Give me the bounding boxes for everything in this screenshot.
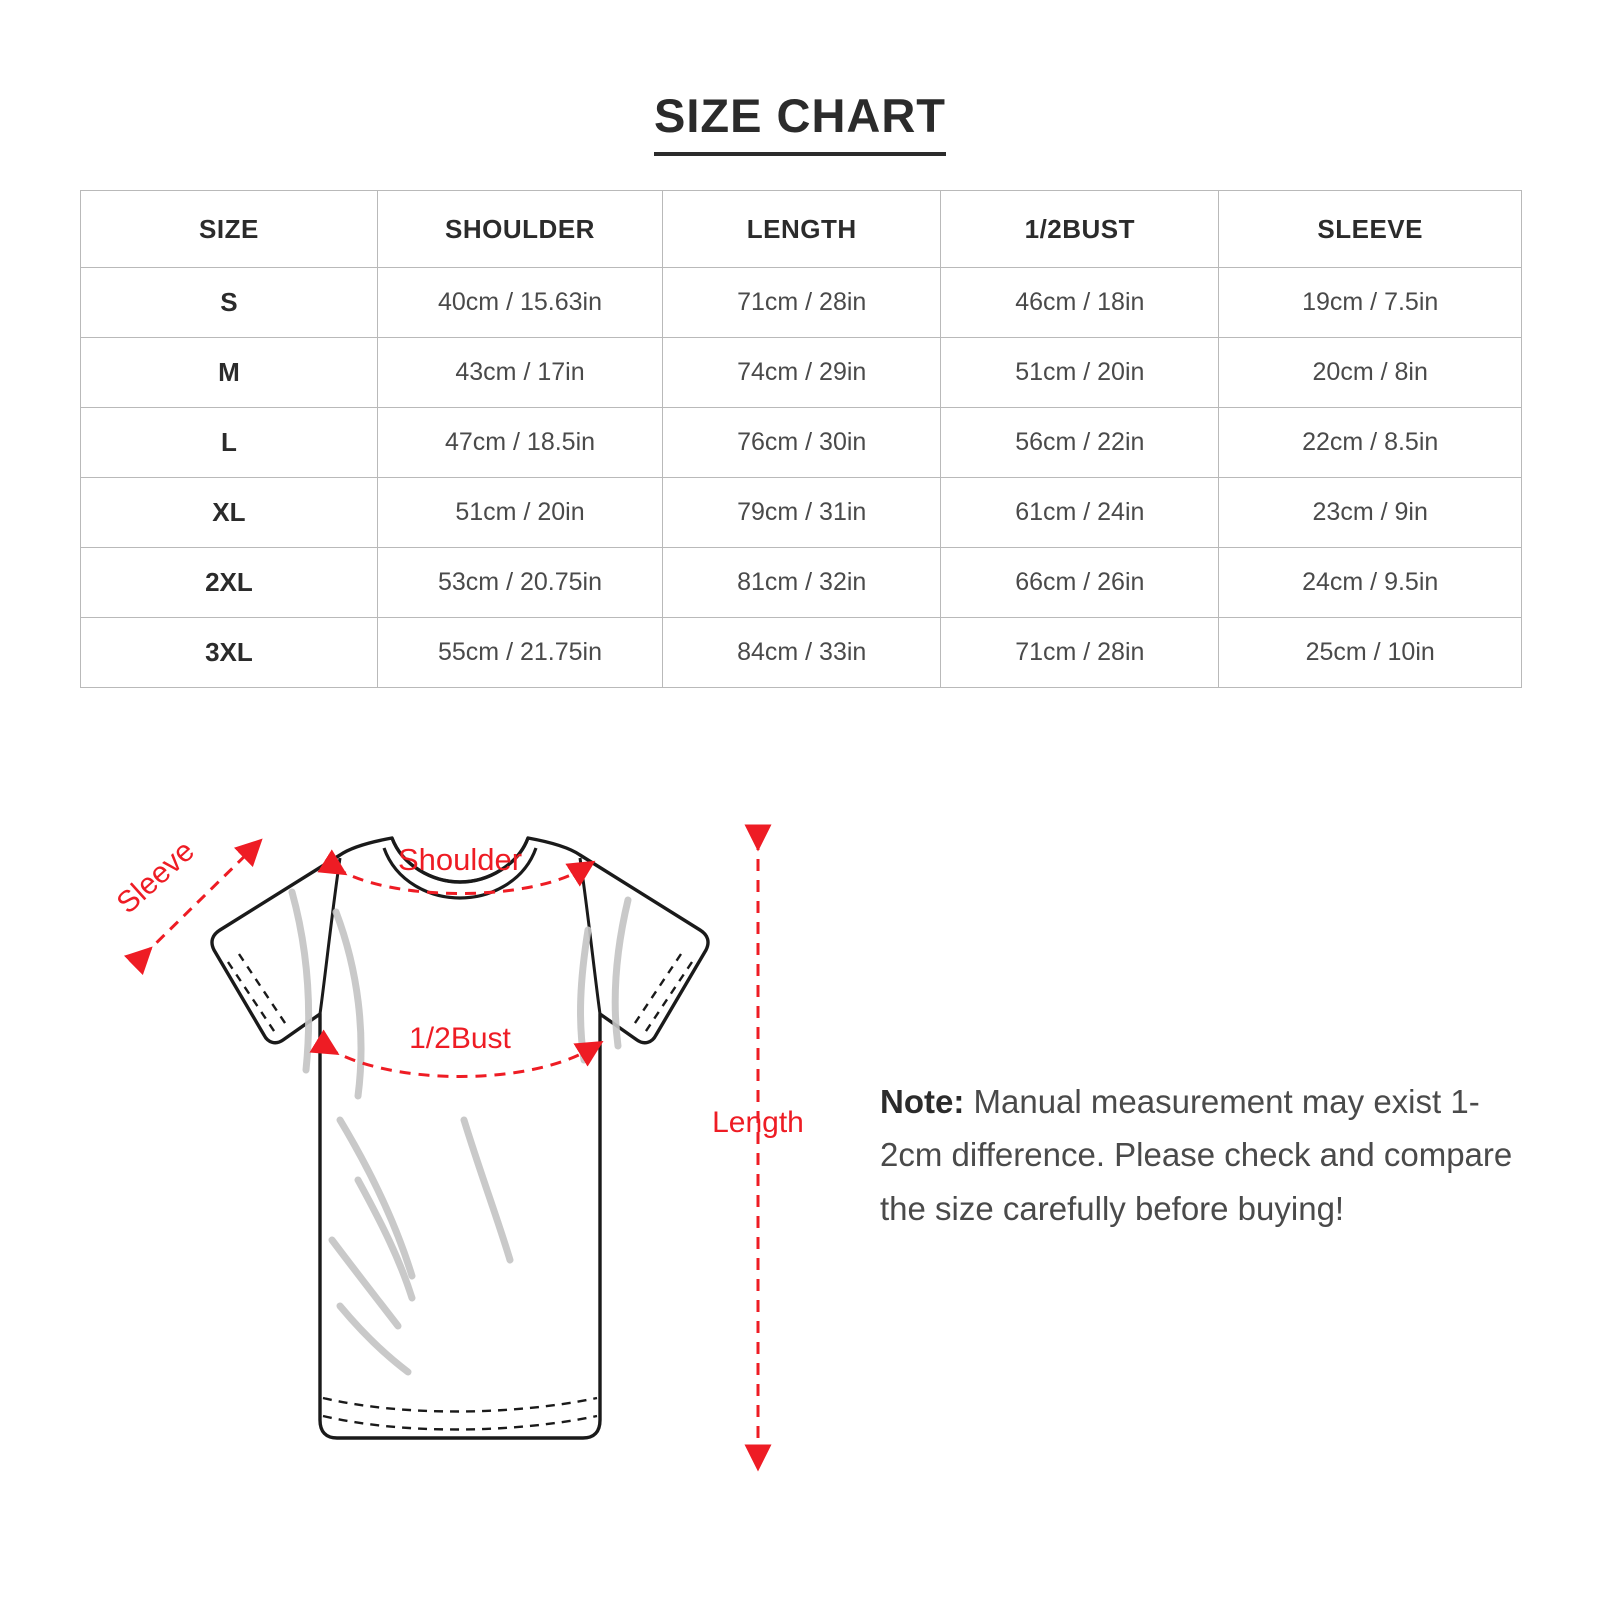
cell-sleeve: 23cm / 9in	[1219, 478, 1522, 548]
page-title: SIZE CHART	[654, 88, 946, 156]
size-chart-table-container	[80, 190, 1522, 688]
note-text: Manual measurement may exist 1-2cm difference. Please check and compare the size carefully before buying!	[880, 1083, 1513, 1227]
column-header-length: LENGTH	[663, 191, 941, 268]
cell-size: 2XL	[81, 548, 378, 618]
cell-length: 71cm / 28in	[663, 268, 941, 338]
cell-shoulder: 47cm / 18.5in	[377, 408, 662, 478]
cell-bust: 51cm / 20in	[941, 338, 1219, 408]
cell-size: XL	[81, 478, 378, 548]
table-row	[81, 338, 1522, 408]
cell-sleeve: 20cm / 8in	[1219, 338, 1522, 408]
table-header	[81, 191, 1522, 268]
cell-size: S	[81, 268, 378, 338]
table-row	[81, 268, 1522, 338]
column-header-shoulder: SHOULDER	[377, 191, 662, 268]
page-title-container	[0, 88, 1600, 156]
cell-bust: 56cm / 22in	[941, 408, 1219, 478]
cell-shoulder: 43cm / 17in	[377, 338, 662, 408]
cell-length: 76cm / 30in	[663, 408, 941, 478]
table-header-row	[81, 191, 1522, 268]
tshirt-measurement-diagram	[40, 820, 840, 1520]
column-header-bust: 1/2BUST	[941, 191, 1219, 268]
note-label: Note:	[880, 1083, 965, 1120]
cell-size: L	[81, 408, 378, 478]
cell-bust: 46cm / 18in	[941, 268, 1219, 338]
tshirt-outline-icon	[212, 838, 708, 1438]
table-row	[81, 618, 1522, 688]
cell-shoulder: 55cm / 21.75in	[377, 618, 662, 688]
cell-length: 84cm / 33in	[663, 618, 941, 688]
measurement-note	[880, 1075, 1520, 1235]
cell-bust: 66cm / 26in	[941, 548, 1219, 618]
cell-bust: 71cm / 28in	[941, 618, 1219, 688]
cell-shoulder: 40cm / 15.63in	[377, 268, 662, 338]
bust-label: 1/2Bust	[409, 1022, 511, 1055]
shoulder-label: Shoulder	[397, 842, 523, 877]
cell-sleeve: 24cm / 9.5in	[1219, 548, 1522, 618]
table-body	[81, 268, 1522, 688]
cell-sleeve: 19cm / 7.5in	[1219, 268, 1522, 338]
cell-shoulder: 51cm / 20in	[377, 478, 662, 548]
cell-bust: 61cm / 24in	[941, 478, 1219, 548]
sleeve-label: Sleeve	[110, 834, 201, 921]
table-row	[81, 408, 1522, 478]
column-header-size: SIZE	[81, 191, 378, 268]
table-row	[81, 548, 1522, 618]
size-chart-table	[80, 190, 1522, 688]
column-header-sleeve: SLEEVE	[1219, 191, 1522, 268]
cell-sleeve: 22cm / 8.5in	[1219, 408, 1522, 478]
cell-shoulder: 53cm / 20.75in	[377, 548, 662, 618]
cell-length: 81cm / 32in	[663, 548, 941, 618]
cell-sleeve: 25cm / 10in	[1219, 618, 1522, 688]
table-row	[81, 478, 1522, 548]
cell-length: 79cm / 31in	[663, 478, 941, 548]
cell-size: 3XL	[81, 618, 378, 688]
cell-length: 74cm / 29in	[663, 338, 941, 408]
length-label: Length	[712, 1106, 804, 1139]
cell-size: M	[81, 338, 378, 408]
